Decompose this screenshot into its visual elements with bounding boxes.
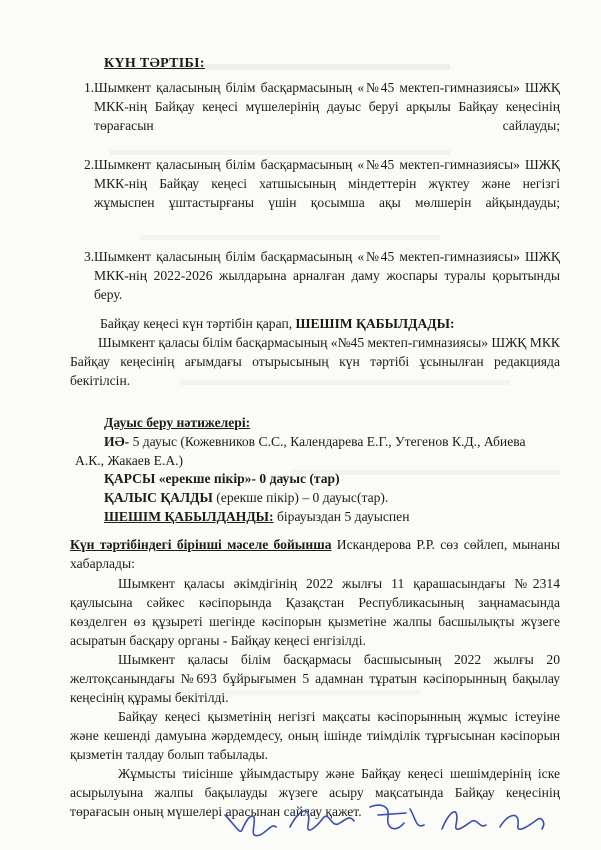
vote-abstain <box>104 488 388 507</box>
vote-title: Дауыс беру нәтижелері: <box>104 415 251 430</box>
first-issue-intro <box>70 535 560 573</box>
agenda-item-3 <box>70 247 560 323</box>
first-issue-paragraph: Шымкент қаласы білім басқармасы басшысының 2022 жылғы 20 желтоқсанындағы №693 бұйрығымен 5 адамнан тұратын кәсіпорынның бақылау кеңесінің құрамы бекітілді. <box>70 652 560 705</box>
signature-1 <box>225 815 276 836</box>
vote-abstain-label: ҚАЛЫС ҚАЛДЫ <box>104 490 213 505</box>
vote-decided <box>104 507 409 526</box>
agenda-item-number: 3. <box>84 249 95 264</box>
first-issue-paragraph: Шымкент қаласы әкімдігінің 2022 жылғы 11 қарашасындағы №2314 қаулысына сәйкес кәсіпорында Қазақстан Республикасының заңнамасында көзделген өз құзыреті шегінде кәсіпорын қызметіне жалпы басшылықты жүзеге асыратын басқару органы - Байқау кеңесі енгізілді. <box>70 576 560 648</box>
signature-2 <box>290 811 354 830</box>
first-issue-paragraph: Байқау кеңесі қызметінің негізгі мақсаты кәсіпорынның жұмыс істеуіне және кешенді дамуына жәрдемдесу, оның ішінде тиімділік тұрғысынан кәсіпорын қызметін талдау болып табылады. <box>70 709 560 762</box>
agenda-item-text: Шымкент қаласының білім басқармасының «№45 мектеп-гимназиясы» ШЖҚ МКК-нің Байқау кеңесі хатшысының міндеттерін жүктеу және негізгі жұмыспен ұштастырғаны үшін қосымша ақы мөлшерін айқындауды; <box>94 157 560 210</box>
vote-against: ҚАРСЫ «ерекше пікір»- 0 дауыс (тар) <box>104 471 340 486</box>
vote-abstain-text: (ерекше пікір) – 0 дауыс(тар). <box>216 490 389 505</box>
agenda-item-number: 2. <box>84 157 95 172</box>
agenda-item-text: Шымкент қаласының білім басқармасының «№45 мектеп-гимназиясы» ШЖҚ МКК-нің 2022-2026 жылдарына арналған даму жоспары туралы қорытынды беру. <box>94 249 560 302</box>
first-issue-lead: Күн тәртібіндегі бірінші мәселе бойынша <box>70 537 332 552</box>
decision-body: Шымкент қаласы білім басқармасының «№45 мектеп-гимназиясы» ШЖҚ МКК Байқау кеңесінің ағымдағы отырысының күн тәртібі ұсынылған редакцияда бекітілсін. <box>70 335 560 388</box>
decision-bold: ШЕШІМ ҚАБЫЛДАДЫ: <box>295 316 455 331</box>
vote-yes-label: ИӘ- <box>104 434 130 449</box>
first-issue-paragraph: Жұмысты тиісінше ұйымдастыру және Байқау кеңесі шешімдерінің іске асырылуына жалпы бақылауды жүзеге асыру мақсатында Байқау кеңесінің төрағасын оның мүшелері арасынан сайлау қажет. <box>70 766 560 819</box>
agenda-item-1 <box>70 78 560 154</box>
vote-decided-text: бірауыздан 5 дауыспен <box>276 509 410 524</box>
agenda-heading: КҮН ТӘРТІБІ: <box>104 56 205 71</box>
vote-yes-text: 5 дауыс (Кожевников С.С., Календарева Е.Г., Утегенов К.Д., Абиева <box>132 434 526 449</box>
vote-yes <box>104 432 526 451</box>
vote-yes-continued: А.К., Жакаев Е.А.) <box>75 453 184 468</box>
decision-block <box>75 314 560 333</box>
agenda-item-text: Шымкент қаласының білім басқармасының «№45 мектеп-гимназиясы» ШЖҚ МКК-нің Байқау кеңесі мүшелерінің дауыс беруі арқылы Байқау кеңесінің төрағасын сайлауды; <box>94 80 560 133</box>
agenda-item-2 <box>70 155 560 231</box>
decision-lead: Байқау кеңесі күн тәртібін қарап, <box>100 316 293 331</box>
agenda-item-number: 1. <box>84 80 95 95</box>
vote-decided-label: ШЕШІМ ҚАБЫЛДАНДЫ: <box>104 509 274 524</box>
signature-3 <box>370 805 424 829</box>
handwritten-signatures <box>220 795 550 845</box>
signature-5 <box>500 815 544 829</box>
signature-4 <box>442 812 486 829</box>
first-issue-rest: Искандерова Р.Р. сөз сөйлеп, мынаны хабарлады: <box>70 537 561 571</box>
